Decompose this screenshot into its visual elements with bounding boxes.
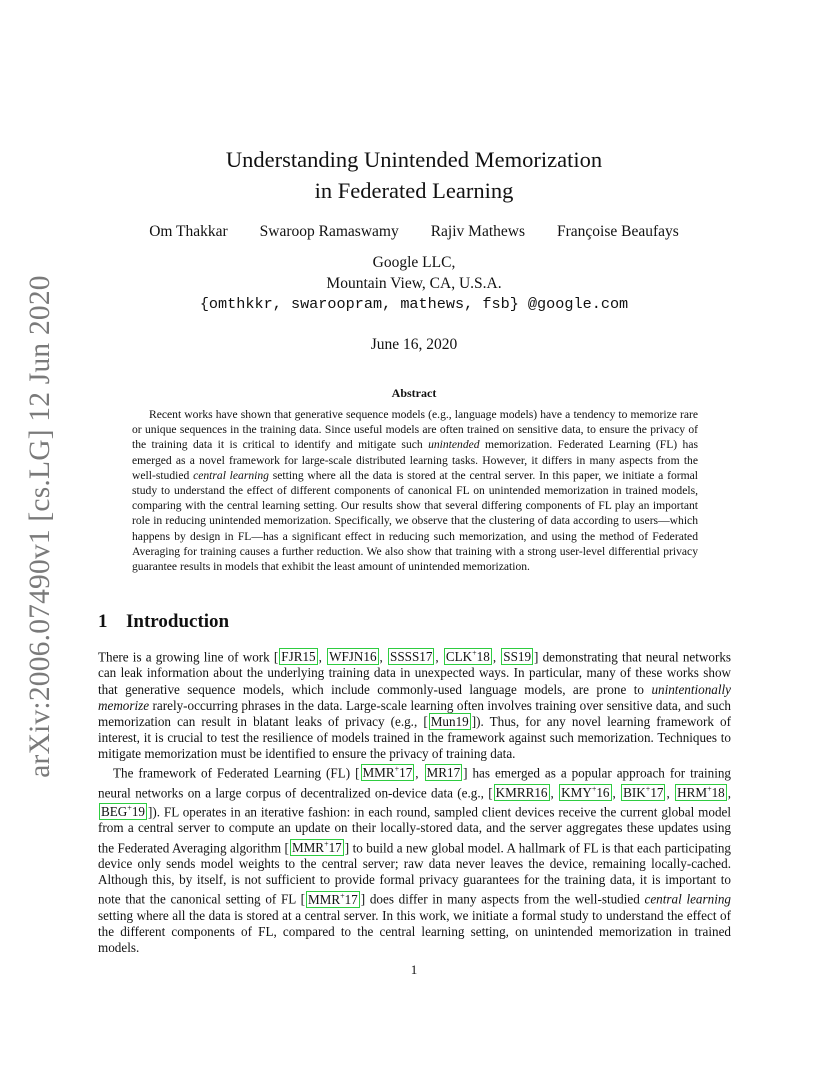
- title-line-2: in Federated Learning: [314, 178, 514, 203]
- paper-date: June 16, 2020: [370, 336, 458, 353]
- affiliation-emails: {omthkkr, swaroopram, mathews, fsb} @google.com: [199, 295, 629, 313]
- citation-link[interactable]: BIK+17: [623, 784, 664, 800]
- citation-link[interactable]: BEG+19: [101, 803, 145, 820]
- body-text: ]). FL operates in an iterative fashion: in each round, sampled client devices receive the current global model from a central server to compute an update on their locally-stored data, and the server aggregates these updates using the Federated Averaging algorithm [: [98, 804, 731, 855]
- abstract-heading: Abstract: [391, 386, 437, 400]
- author-list: [0, 222, 828, 242]
- citation-plus: +: [324, 839, 329, 849]
- section-heading: [98, 611, 229, 633]
- citation-link[interactable]: SS19: [503, 649, 532, 665]
- citation-link[interactable]: MMR+17: [307, 891, 358, 907]
- body-text: The framework of Federated Learning (FL) [: [113, 765, 360, 781]
- abstract-emphasis: unintended: [428, 438, 480, 452]
- author: Swaroop Ramaswamy: [259, 223, 399, 240]
- author: Rajiv Mathews: [430, 223, 525, 240]
- affiliation: [0, 253, 828, 315]
- citation-link[interactable]: MR17: [426, 765, 461, 781]
- intro-paragraph-2: The framework of Federated Learning (FL) [ MMR+17 , MR17 ] has emerged as a popular approach for training neural networks on a large corpus of decentralized on-device data (e.g., [ KMRR16 , KMY+16 , BIK+17 , HRM+18 , BEG+19 ]). FL operates in an iterative fashion: in each round, sampled client devices receive the current global model from a central server to compute an update on their locally-stored data, and the server aggregates these updates using the Federated Averaging algorithm [ MMR+17 ] to build a new global model. A hallmark of FL is that each participating device only sends model weights to the central server; raw data never leaves the device, remaining locally-cached. Although this, by itself, is not sufficient to provide formal privacy guarantees for the training data, it is important to note that the canonical setting of FL [ MMR+17 ] does differ in many aspects from the well-studied central learning setting where all the data is stored at a central server. In this work, we initiate a formal study to understand the effect of the different components of FL, compared to the central learning setting, on unintended memorization in trained models.: [98, 765, 732, 955]
- citation-link[interactable]: Mun19: [430, 713, 469, 729]
- body-emphasis: unintentionally memorize: [98, 681, 731, 713]
- citation-plus: +: [127, 803, 132, 813]
- body-text: rarely-occurring phrases in the data. Large-scale learning often involves training over sensitive data, and such memorization can result in blatant leaks of privacy (e.g., [: [98, 697, 731, 729]
- body-text: ] demonstrating that neural networks can leak information about the underlying training data in unexpected ways. In particular, many of these works show that generative sequence models, which include commonly-used language models, are prone to: [98, 649, 732, 697]
- citation-link[interactable]: MMR+17: [362, 765, 413, 781]
- citation-link[interactable]: WFJN16: [329, 649, 377, 665]
- body-text: ] has emerged as a popular approach for training neural networks on a large corpus of decentralized on-device data (e.g., [: [98, 765, 731, 800]
- affiliation-org: Google LLC,: [372, 254, 456, 271]
- affiliation-location: Mountain View, CA, U.S.A.: [326, 274, 502, 292]
- author: Om Thakkar: [149, 223, 228, 240]
- citation-link[interactable]: CLK+18: [445, 649, 490, 665]
- section-title: Introduction: [126, 611, 230, 632]
- citation-plus: +: [340, 891, 345, 901]
- abstract-text: Recent works have shown that generative sequence models (e.g., language models) have a tendency to memorize rare or unique sequences in the training data. Since useful models are often trained on sensitive data, to ensure the privacy of the training data it is critical to identify and mitigate such: [132, 408, 698, 452]
- arxiv-sidebar-stamp: [18, 274, 62, 778]
- author: Françoise Beaufays: [557, 223, 679, 240]
- citation-plus: +: [472, 649, 477, 658]
- arxiv-id: arXiv:2006.07490v1 [cs.LG] 12 Jun 2020: [23, 274, 56, 778]
- abstract-emphasis: central learning: [193, 468, 269, 482]
- citation-link[interactable]: SSSS17: [390, 649, 433, 665]
- body-emphasis: central learning: [644, 891, 731, 907]
- section-number: 1: [98, 611, 108, 632]
- citation-link[interactable]: KMY+16: [561, 784, 610, 800]
- citation-link[interactable]: MMR+17: [291, 839, 342, 855]
- body-text: ] to build a new global model. A hallmark of FL is that each participating device only sends model weights to the central server; raw data never leaves the device, remaining locally-cached. Although this, by itself, is not sufficient to provide formal privacy guarantees for the training data, it is important to note that the canonical setting of FL [: [98, 839, 731, 907]
- intro-body: [98, 646, 731, 956]
- abstract-text: setting where all the data is stored at the central server. In this paper, we initiate a formal study to understand the effect of different components of canonical FL on unintended memorization in trained models, comparing with the central learning setting. Our results show that several differing components of FL play an important role in reducing unintended memorization. Specifically, we observe that the clustering of data according to users—which happens by design in FL—has a significant effect in reducing such memorization, and using the method of Federated Averaging for training causes a further reduction. We also show that training with a strong user-level differential privacy guarantee results in models that exhibit the least amount of unintended memorization.: [132, 468, 698, 574]
- paper-title: [0, 144, 828, 206]
- title-line-1: Understanding Unintended Memorization: [225, 147, 603, 172]
- body-text: There is a growing line of work [: [98, 649, 279, 665]
- citation-link[interactable]: FJR15: [281, 649, 316, 665]
- citation-link[interactable]: KMRR16: [495, 784, 548, 800]
- body-text: ] does differ in many aspects from the well-studied: [360, 891, 645, 907]
- abstract-text: memorization. Federated Learning (FL) has emerged as a novel framework for large-scale distributed learning tasks. However, it differs in many aspects from the well-studied: [132, 438, 698, 482]
- abstract-paragraph: [132, 407, 698, 574]
- body-text: setting where all the data is stored at a central server. In this work, we initiate a formal study to understand the effect of the different components of FL, compared to the central learning setting, on unintended memorization in trained models.: [98, 907, 731, 955]
- body-text: ]). Thus, for any novel learning framework of interest, it is crucial to test the resilience of models trained in the framework against such memorization. Techniques to mitigate memorization must be identified to ensure the privacy of training data.: [98, 713, 731, 761]
- abstract-body: [132, 407, 698, 574]
- citation-plus: +: [707, 784, 712, 794]
- page-number: 1: [410, 962, 418, 977]
- citation-plus: +: [645, 784, 651, 794]
- citation-link[interactable]: HRM+18: [677, 784, 725, 800]
- citation-plus: +: [591, 784, 597, 794]
- citation-plus: +: [394, 765, 400, 775]
- intro-paragraph-1: There is a growing line of work [ FJR15 , WFJN16 , SSSS17 , CLK+18 , SS19 ] demonstrating that neural networks can leak information about the underlying training data in unexpected ways. In particular, many of these works show that generative sequence models, which include commonly-used language models, are prone to unintentionally memorize rarely-occurring phrases in the data. Large-scale learning often involves training over sensitive data, and such memorization can result in blatant leaks of privacy (e.g., [ Mun19 ]). Thus, for any novel learning framework of interest, it is crucial to test the resilience of models trained in the framework against such memorization. Techniques to mitigate memorization must be identified to ensure the privacy of training data.: [98, 649, 732, 761]
